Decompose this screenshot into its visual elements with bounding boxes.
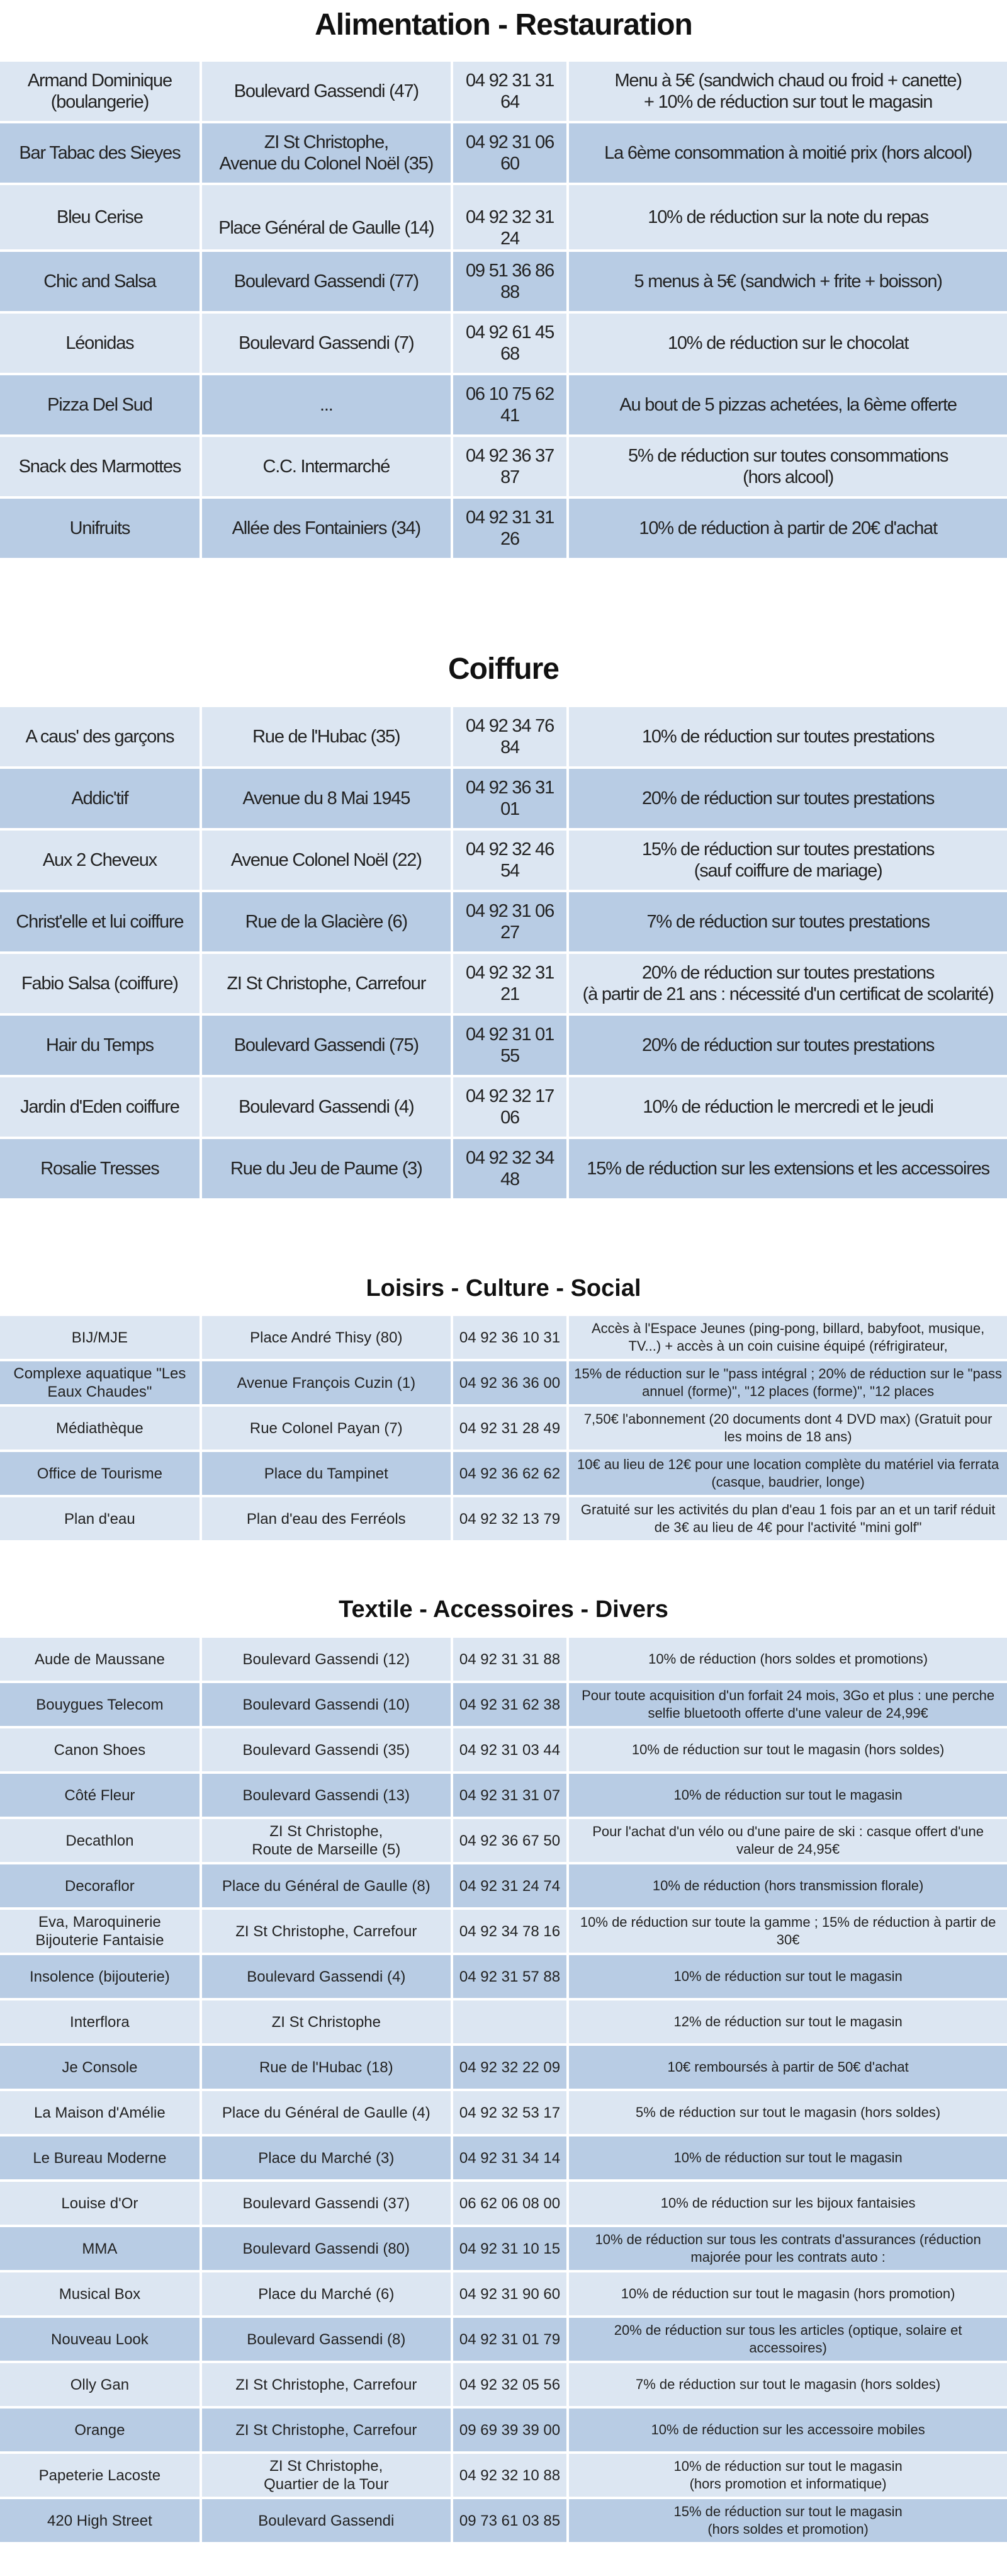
- address: Boulevard Gassendi (75): [202, 1016, 451, 1075]
- offer: Gratuité sur les activités du plan d'eau 1 fois par an et un tarif réduit de 3€ au lieu de 4€ pour l'activité "mini golf": [569, 1497, 1007, 1540]
- address: ZI St Christophe, Route de Marseille (5): [202, 1819, 451, 1862]
- address: ZI St Christophe, Quartier de la Tour: [202, 2454, 451, 2497]
- offer: La 6ème consommation à moitié prix (hors alcool): [569, 123, 1007, 183]
- address: ZI St Christophe, Carrefour: [202, 954, 451, 1013]
- address: Boulevard Gassendi (8): [202, 2318, 451, 2361]
- offer: 12% de réduction sur tout le magasin: [569, 2000, 1007, 2043]
- phone: 04 92 36 37 87: [453, 437, 566, 496]
- offer: 10% de réduction (hors soldes et promotions): [569, 1638, 1007, 1681]
- offer: 10% de réduction sur les accessoire mobiles: [569, 2409, 1007, 2451]
- table-row: [0, 314, 1007, 373]
- phone: 04 92 36 62 62: [453, 1452, 566, 1495]
- address: Boulevard Gassendi (13): [202, 1774, 451, 1817]
- phone: [453, 2000, 566, 2043]
- phone: 04 92 31 31 64: [453, 62, 566, 121]
- phone: 04 92 31 34 14: [453, 2136, 566, 2179]
- address: ZI St Christophe, Carrefour: [202, 2409, 451, 2451]
- business-name: Eva, Maroquinerie Bijouterie Fantaisie: [0, 1910, 200, 1953]
- business-name: Rosalie Tresses: [0, 1139, 200, 1198]
- table-row: [0, 2318, 1007, 2361]
- business-name: Aude de Maussane: [0, 1638, 200, 1681]
- table-row: [0, 1910, 1007, 1953]
- address: Boulevard Gassendi (4): [202, 1955, 451, 1998]
- phone: 04 92 36 10 31: [453, 1316, 566, 1359]
- table-row: [0, 375, 1007, 434]
- table-row: [0, 1016, 1007, 1075]
- business-name: Insolence (bijouterie): [0, 1955, 200, 1998]
- address: Place du Général de Gaulle (8): [202, 1864, 451, 1907]
- phone: 04 92 34 76 84: [453, 707, 566, 766]
- address: Boulevard Gassendi (10): [202, 1683, 451, 1726]
- phone: 04 92 31 01 55: [453, 1016, 566, 1075]
- offer: 20% de réduction sur tous les articles (optique, solaire et accessoires): [569, 2318, 1007, 2361]
- business-name: Chic and Salsa: [0, 252, 200, 311]
- address: Avenue François Cuzin (1): [202, 1361, 451, 1404]
- business-name: Olly Gan: [0, 2363, 200, 2406]
- business-name: La Maison d'Amélie: [0, 2091, 200, 2134]
- table-row: [0, 62, 1007, 121]
- offer: 10% de réduction (hors transmission florale): [569, 1864, 1007, 1907]
- table-alimentation: [0, 59, 1007, 560]
- phone: 04 92 31 62 38: [453, 1683, 566, 1726]
- address: C.C. Intermarché: [202, 437, 451, 496]
- business-name: Complexe aquatique "Les Eaux Chaudes": [0, 1361, 200, 1404]
- table-row: [0, 1316, 1007, 1359]
- table-row: [0, 123, 1007, 183]
- table-row: [0, 954, 1007, 1013]
- offer: 10% de réduction à partir de 20€ d'achat: [569, 499, 1007, 558]
- address: Boulevard Gassendi (37): [202, 2182, 451, 2225]
- phone: 04 92 31 01 79: [453, 2318, 566, 2361]
- address: Place André Thisy (80): [202, 1316, 451, 1359]
- offer: 10% de réduction sur toute la gamme ; 15% de réduction à partir de 30€: [569, 1910, 1007, 1953]
- phone: 04 92 36 67 50: [453, 1819, 566, 1862]
- phone: 09 69 39 39 00: [453, 2409, 566, 2451]
- business-name: 420 High Street: [0, 2499, 200, 2542]
- table-row: [0, 2409, 1007, 2451]
- section-title-textile: Textile - Accessoires - Divers: [339, 1596, 668, 1623]
- table-row: [0, 2272, 1007, 2315]
- table-row: [0, 1077, 1007, 1137]
- phone: 04 92 31 10 15: [453, 2227, 566, 2270]
- business-name: Canon Shoes: [0, 1728, 200, 1771]
- address: Place du Marché (3): [202, 2136, 451, 2179]
- address: Place du Marché (6): [202, 2272, 451, 2315]
- address: Allée des Fontainiers (34): [202, 499, 451, 558]
- address: Boulevard Gassendi (80): [202, 2227, 451, 2270]
- address: ZI St Christophe, Carrefour: [202, 1910, 451, 1953]
- business-name: Orange: [0, 2409, 200, 2451]
- business-name: Le Bureau Moderne: [0, 2136, 200, 2179]
- table-loisirs: [0, 1314, 1007, 1543]
- offer: 20% de réduction sur toutes prestations: [569, 1016, 1007, 1075]
- table-row: [0, 1452, 1007, 1495]
- table-row: [0, 1361, 1007, 1404]
- offer: 5% de réduction sur tout le magasin (hors soldes): [569, 2091, 1007, 2134]
- table-row: [0, 2091, 1007, 2134]
- phone: 04 92 61 45 68: [453, 314, 566, 373]
- business-name: Aux 2 Cheveux: [0, 831, 200, 890]
- table-row: [0, 252, 1007, 311]
- business-name: Bar Tabac des Sieyes: [0, 123, 200, 183]
- phone: 04 92 31 03 44: [453, 1728, 566, 1771]
- offer: 7,50€ l'abonnement (20 documents dont 4 DVD max) (Gratuit pour les moins de 18 ans): [569, 1407, 1007, 1450]
- table-row: [0, 2046, 1007, 2089]
- table-row: [0, 707, 1007, 766]
- offer: 10% de réduction le mercredi et le jeudi: [569, 1077, 1007, 1137]
- section-title-loisirs: Loisirs - Culture - Social: [366, 1275, 641, 1302]
- business-name: Bouygues Telecom: [0, 1683, 200, 1726]
- business-name: Decoraflor: [0, 1864, 200, 1907]
- phone: 04 92 32 17 06: [453, 1077, 566, 1137]
- table-row: [0, 2499, 1007, 2542]
- address: Rue Colonel Payan (7): [202, 1407, 451, 1450]
- phone: 04 92 31 31 26: [453, 499, 566, 558]
- offer: 10% de réduction sur la note du repas: [569, 185, 1007, 249]
- offer: 10% de réduction sur les bijoux fantaisies: [569, 2182, 1007, 2225]
- offer: 10% de réduction sur tous les contrats d'assurances (réduction majorée pour les contrats auto :: [569, 2227, 1007, 2270]
- offer: 15% de réduction sur le "pass intégral ; 20% de réduction sur le "pass annuel (forme)", "12 places (forme)", "12 places: [569, 1361, 1007, 1404]
- phone: 09 51 36 86 88: [453, 252, 566, 311]
- phone: 04 92 31 06 27: [453, 892, 566, 951]
- address: Rue du Jeu de Paume (3): [202, 1139, 451, 1198]
- business-name: Papeterie Lacoste: [0, 2454, 200, 2497]
- offer: 7% de réduction sur toutes prestations: [569, 892, 1007, 951]
- phone: 04 92 32 31 21: [453, 954, 566, 1013]
- phone: 04 92 32 34 48: [453, 1139, 566, 1198]
- address: Place du Général de Gaulle (4): [202, 2091, 451, 2134]
- offer: 20% de réduction sur toutes prestations: [569, 769, 1007, 828]
- address: Boulevard Gassendi (47): [202, 62, 451, 121]
- address: Avenue du 8 Mai 1945: [202, 769, 451, 828]
- table-row: [0, 1683, 1007, 1726]
- offer: 15% de réduction sur tout le magasin (hors soldes et promotion): [569, 2499, 1007, 2542]
- phone: 06 62 06 08 00: [453, 2182, 566, 2225]
- address: ZI St Christophe, Carrefour: [202, 2363, 451, 2406]
- phone: 04 92 31 57 88: [453, 1955, 566, 1998]
- phone: 04 92 31 31 88: [453, 1638, 566, 1681]
- phone: 06 10 75 62 41: [453, 375, 566, 434]
- phone: 04 92 36 36 00: [453, 1361, 566, 1404]
- table-row: [0, 1728, 1007, 1771]
- address: Place Général de Gaulle (14): [202, 185, 451, 249]
- phone: 04 92 31 06 60: [453, 123, 566, 183]
- business-name: BIJ/MJE: [0, 1316, 200, 1359]
- business-name: Hair du Temps: [0, 1016, 200, 1075]
- business-name: Office de Tourisme: [0, 1452, 200, 1495]
- table-row: [0, 1497, 1007, 1540]
- business-name: Musical Box: [0, 2272, 200, 2315]
- phone: 04 92 31 28 49: [453, 1407, 566, 1450]
- table-row: [0, 769, 1007, 828]
- table-textile: [0, 1635, 1007, 2545]
- offer: 10% de réduction sur toutes prestations: [569, 707, 1007, 766]
- business-name: Médiathèque: [0, 1407, 200, 1450]
- offer: 5% de réduction sur toutes consommations (hors alcool): [569, 437, 1007, 496]
- business-name: Nouveau Look: [0, 2318, 200, 2361]
- business-name: Fabio Salsa (coiffure): [0, 954, 200, 1013]
- offer: Menu à 5€ (sandwich chaud ou froid + canette) + 10% de réduction sur tout le magasin: [569, 62, 1007, 121]
- address: ...: [202, 375, 451, 434]
- table-row: [0, 831, 1007, 890]
- offer: 10% de réduction sur tout le magasin (hors promotion et informatique): [569, 2454, 1007, 2497]
- business-name: Plan d'eau: [0, 1497, 200, 1540]
- offer: 10% de réduction sur tout le magasin (hors soldes): [569, 1728, 1007, 1771]
- business-name: Louise d'Or: [0, 2182, 200, 2225]
- business-name: Bleu Cerise: [0, 185, 200, 249]
- offer: Au bout de 5 pizzas achetées, la 6ème offerte: [569, 375, 1007, 434]
- address: Boulevard Gassendi (7): [202, 314, 451, 373]
- business-name: MMA: [0, 2227, 200, 2270]
- offer: 10% de réduction sur tout le magasin: [569, 2136, 1007, 2179]
- address: Boulevard Gassendi (77): [202, 252, 451, 311]
- phone: 04 92 32 46 54: [453, 831, 566, 890]
- business-name: Addic'tif: [0, 769, 200, 828]
- offer: 10% de réduction sur tout le magasin (hors promotion): [569, 2272, 1007, 2315]
- address: Rue de la Glacière (6): [202, 892, 451, 951]
- address: Boulevard Gassendi (4): [202, 1077, 451, 1137]
- business-name: Jardin d'Eden coiffure: [0, 1077, 200, 1137]
- address: Plan d'eau des Ferréols: [202, 1497, 451, 1540]
- table-row: [0, 1139, 1007, 1198]
- table-row: [0, 2454, 1007, 2497]
- business-name: Côté Fleur: [0, 1774, 200, 1817]
- phone: 04 92 32 05 56: [453, 2363, 566, 2406]
- offer: Pour l'achat d'un vélo ou d'une paire de ski : casque offert d'une valeur de 24,95€: [569, 1819, 1007, 1862]
- business-name: Armand Dominique (boulangerie): [0, 62, 200, 121]
- table-row: [0, 1955, 1007, 1998]
- business-name: Je Console: [0, 2046, 200, 2089]
- section-title-coiffure: Coiffure: [448, 652, 559, 686]
- table-row: [0, 2000, 1007, 2043]
- offer: 10€ remboursés à partir de 50€ d'achat: [569, 2046, 1007, 2089]
- table-row: [0, 1864, 1007, 1907]
- offer: 15% de réduction sur les extensions et les accessoires: [569, 1139, 1007, 1198]
- business-name: Christ'elle et lui coiffure: [0, 892, 200, 951]
- business-name: Snack des Marmottes: [0, 437, 200, 496]
- table-coiffure: [0, 705, 1007, 1201]
- address: Boulevard Gassendi (35): [202, 1728, 451, 1771]
- address: Place du Tampinet: [202, 1452, 451, 1495]
- address: ZI St Christophe: [202, 2000, 451, 2043]
- offer: 7% de réduction sur tout le magasin (hors soldes): [569, 2363, 1007, 2406]
- address: Boulevard Gassendi (12): [202, 1638, 451, 1681]
- business-name: Pizza Del Sud: [0, 375, 200, 434]
- address: Rue de l'Hubac (18): [202, 2046, 451, 2089]
- phone: 04 92 31 24 74: [453, 1864, 566, 1907]
- table-row: [0, 1407, 1007, 1450]
- phone: 04 92 32 22 09: [453, 2046, 566, 2089]
- offer: 20% de réduction sur toutes prestations (à partir de 21 ans : nécessité d'un certificat de scolarité): [569, 954, 1007, 1013]
- table-row: [0, 2363, 1007, 2406]
- address: Avenue Colonel Noël (22): [202, 831, 451, 890]
- offer: Pour toute acquisition d'un forfait 24 mois, 3Go et plus : une perche selfie bluetooth offerte d'une valeur de 24,99€: [569, 1683, 1007, 1726]
- phone: 04 92 32 31 24: [453, 185, 566, 249]
- offer: 10€ au lieu de 12€ pour une location complète du matériel via ferrata (casque, baudrier, longe): [569, 1452, 1007, 1495]
- table-row: [0, 892, 1007, 951]
- table-row: [0, 2136, 1007, 2179]
- offer: 15% de réduction sur toutes prestations (sauf coiffure de mariage): [569, 831, 1007, 890]
- business-name: Unifruits: [0, 499, 200, 558]
- table-row: [0, 2182, 1007, 2225]
- business-name: A caus' des garçons: [0, 707, 200, 766]
- offer: 10% de réduction sur tout le magasin: [569, 1774, 1007, 1817]
- offer: 5 menus à 5€ (sandwich + frite + boisson): [569, 252, 1007, 311]
- address: ZI St Christophe, Avenue du Colonel Noël (35): [202, 123, 451, 183]
- table-row: [0, 499, 1007, 558]
- phone: 04 92 31 31 07: [453, 1774, 566, 1817]
- table-row: [0, 1638, 1007, 1681]
- offer: 10% de réduction sur le chocolat: [569, 314, 1007, 373]
- offer: 10% de réduction sur tout le magasin: [569, 1955, 1007, 1998]
- table-row: [0, 437, 1007, 496]
- section-title-alimentation: Alimentation - Restauration: [315, 8, 692, 42]
- business-name: Decathlon: [0, 1819, 200, 1862]
- table-row: [0, 185, 1007, 249]
- table-row: [0, 1774, 1007, 1817]
- table-row: [0, 1819, 1007, 1862]
- phone: 04 92 36 31 01: [453, 769, 566, 828]
- phone: 04 92 32 53 17: [453, 2091, 566, 2134]
- business-name: Léonidas: [0, 314, 200, 373]
- phone: 04 92 31 90 60: [453, 2272, 566, 2315]
- offer: Accès à l'Espace Jeunes (ping-pong, billard, babyfoot, musique, TV...) + accès à un coin cuisine équipé (réfrigirateur,: [569, 1316, 1007, 1359]
- table-row: [0, 2227, 1007, 2270]
- business-name: Interflora: [0, 2000, 200, 2043]
- address: Boulevard Gassendi: [202, 2499, 451, 2542]
- phone: 04 92 32 13 79: [453, 1497, 566, 1540]
- phone: 04 92 34 78 16: [453, 1910, 566, 1953]
- phone: 09 73 61 03 85: [453, 2499, 566, 2542]
- phone: 04 92 32 10 88: [453, 2454, 566, 2497]
- address: Rue de l'Hubac (35): [202, 707, 451, 766]
